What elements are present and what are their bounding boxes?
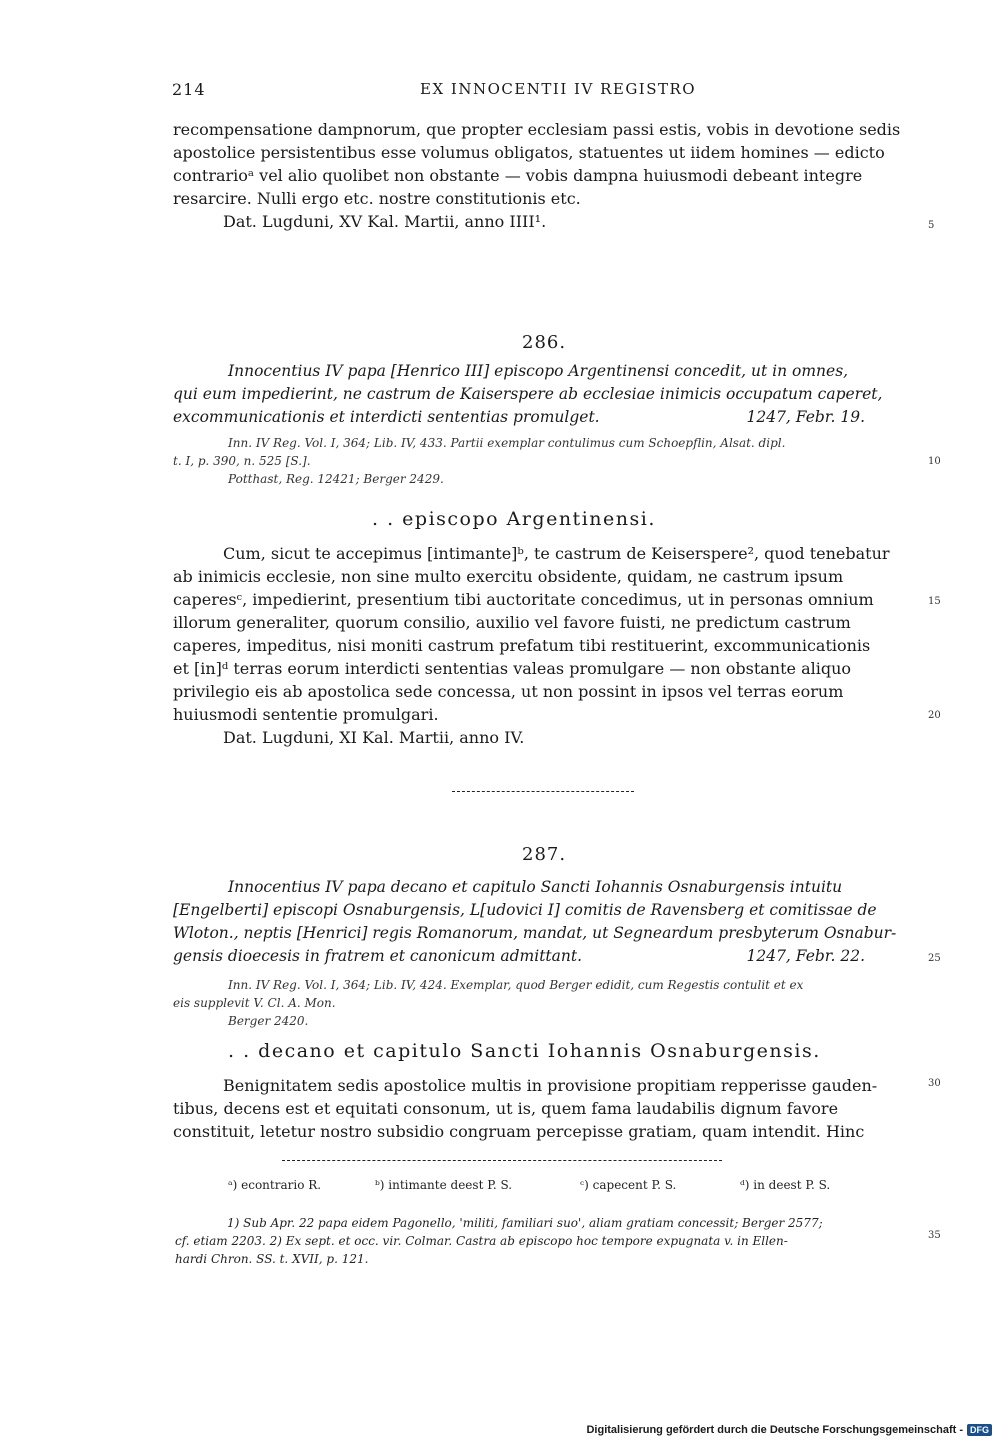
running-title: EX INNOCENTII IV REGISTRO — [420, 80, 697, 98]
source-line: Berger 2420. — [228, 1014, 309, 1028]
credit-text: Digitalisierung gefördert durch die Deutsche Forschungsgemeinschaft - — [586, 1424, 963, 1436]
line-number: 30 — [928, 1078, 941, 1089]
footnote-line: hardi Chron. SS. t. XVII, p. 121. — [175, 1252, 369, 1266]
regest-line: excommunicationis et interdicti sententias promulget. — [173, 408, 600, 426]
section-separator — [452, 791, 634, 792]
text-line: caperes, impeditus, nisi moniti castrum prefatum tibi restituerint, excommunicationis — [173, 636, 871, 655]
line-number: 10 — [928, 456, 941, 467]
line-number: 5 — [928, 220, 935, 231]
regest-line: Innocentius IV papa [Henrico III] episcopo Argentinensi concedit, ut in omnes, — [228, 362, 849, 380]
sources-287 — [173, 976, 928, 1030]
regest-286 — [173, 360, 905, 429]
line-number: 25 — [928, 953, 941, 964]
source-line: Inn. IV Reg. Vol. I, 364; Lib. IV, 424. Exemplar, quod Berger edidit, cum Regestis contulit et ex — [228, 978, 804, 992]
variant-note: ᶜ) capecent P. S. — [580, 1178, 677, 1192]
regest-line: Wloton., neptis [Henrici] regis Romanorum, mandat, ut Segneardum presbyterum Osnabur- — [173, 924, 897, 942]
regest-date: 1247, Febr. 19. — [746, 408, 865, 426]
variant-note: ᵃ) econtrario R. — [228, 1178, 322, 1192]
line-number: 20 — [928, 710, 941, 721]
regest-line: gensis dioecesis in fratrem et canonicum admittant. — [173, 947, 583, 965]
sources-286 — [173, 434, 928, 488]
text-line: recompensatione dampnorum, que propter ecclesiam passi estis, vobis in devotione sedis — [173, 120, 901, 139]
text-line: huiusmodi sententie promulgari. — [173, 705, 439, 724]
footnote-line: cf. etiam 2203. 2) Ex sept. et occ. vir. Colmar. Castra ab episcopo hoc tempore expugnata v. in Ellen- — [175, 1234, 788, 1248]
text-line: Cum, sicut te accepimus [intimante]ᵇ, te castrum de Keiserspere², quod tenebatur — [223, 544, 890, 563]
text-line: ab inimicis ecclesie, non sine multo exercitu obsidente, quidam, ne castrum ipsum — [173, 567, 844, 586]
regest-287 — [173, 876, 905, 968]
regest-date: 1247, Febr. 22. — [746, 947, 865, 965]
regest-line: [Engelberti] episcopi Osnaburgensis, L[udovici I] comitis de Ravensberg et comitissae de — [173, 901, 877, 919]
address-line: . . decano et capitulo Sancti Iohannis Osnaburgensis. — [228, 1040, 821, 1062]
page-number: 214 — [172, 80, 206, 99]
text-line: constituit, letetur nostro subsidio congruam percepisse gratiam, quam intendit. Hinc — [173, 1122, 865, 1141]
digitization-credit — [586, 1424, 992, 1436]
text-line: Benignitatem sedis apostolice multis in provisione propitiam repperisse gauden- — [223, 1076, 878, 1095]
text-line: tibus, decens est et equitati consonum, ut is, quem fama laudabilis dignum favore — [173, 1099, 839, 1118]
letter-number: 286. — [522, 332, 567, 353]
source-line: t. I, p. 390, n. 525 [S.]. — [173, 454, 311, 468]
source-line: eis supplevit V. Cl. A. Mon. — [173, 996, 336, 1010]
letter-287-text — [173, 1074, 905, 1143]
text-line: resarcire. Nulli ergo etc. nostre constitutionis etc. — [173, 189, 581, 208]
text-line: privilegio eis ab apostolica sede concessa, ut non possint in ipsos vel terras eorum — [173, 682, 844, 701]
dfg-logo: DFG — [967, 1424, 992, 1436]
line-number: 15 — [928, 596, 941, 607]
line-number: 35 — [928, 1230, 941, 1241]
letter-number: 287. — [522, 844, 567, 865]
text-line: et [in]ᵈ terras eorum interdicti sententias valeas promulgare — non obstante aliquo — [173, 659, 852, 678]
letter-286-text — [173, 542, 905, 749]
footnote-line: 1) Sub Apr. 22 papa eidem Pagonello, 'militi, familiari suo', aliam gratiam concessit; Berger 2577; — [227, 1216, 823, 1230]
text-line: apostolice persistentibus esse volumus obligatos, statuentes ut iidem homines — edicto — [173, 143, 885, 162]
source-line: Inn. IV Reg. Vol. I, 364; Lib. IV, 433. Partii exemplar contulimus cum Schoepflin, Alsat. dipl. — [228, 436, 786, 450]
regest-line: Innocentius IV papa decano et capitulo Sancti Iohannis Osnaburgensis intuitu — [228, 878, 843, 896]
footnotes — [175, 1214, 915, 1268]
text-line: illorum generaliter, quorum consilio, auxilio vel favore fuisti, ne predictum castrum — [173, 613, 851, 632]
source-line: Potthast, Reg. 12421; Berger 2429. — [228, 472, 444, 486]
prev-letter-text — [173, 118, 905, 233]
variant-note: ᵈ) in deest P. S. — [740, 1178, 831, 1192]
regest-line: qui eum impedierint, ne castrum de Kaiserspere ab ecclesiae inimicis occupatum caperet, — [173, 385, 883, 403]
footnote-separator — [282, 1160, 722, 1161]
address-line: . . episcopo Argentinensi. — [372, 508, 656, 530]
dating-clause: Dat. Lugduni, XV Kal. Martii, anno IIII¹. — [223, 212, 547, 231]
dating-clause: Dat. Lugduni, XI Kal. Martii, anno IV. — [223, 728, 525, 747]
text-line: contrarioᵃ vel alio quolibet non obstante — vobis dampna huiusmodi debeant integre — [173, 166, 863, 185]
text-line: caperesᶜ, impedierint, presentium tibi auctoritate concedimus, ut in personas omnium — [173, 590, 874, 609]
variant-note: ᵇ) intimante deest P. S. — [375, 1178, 513, 1192]
